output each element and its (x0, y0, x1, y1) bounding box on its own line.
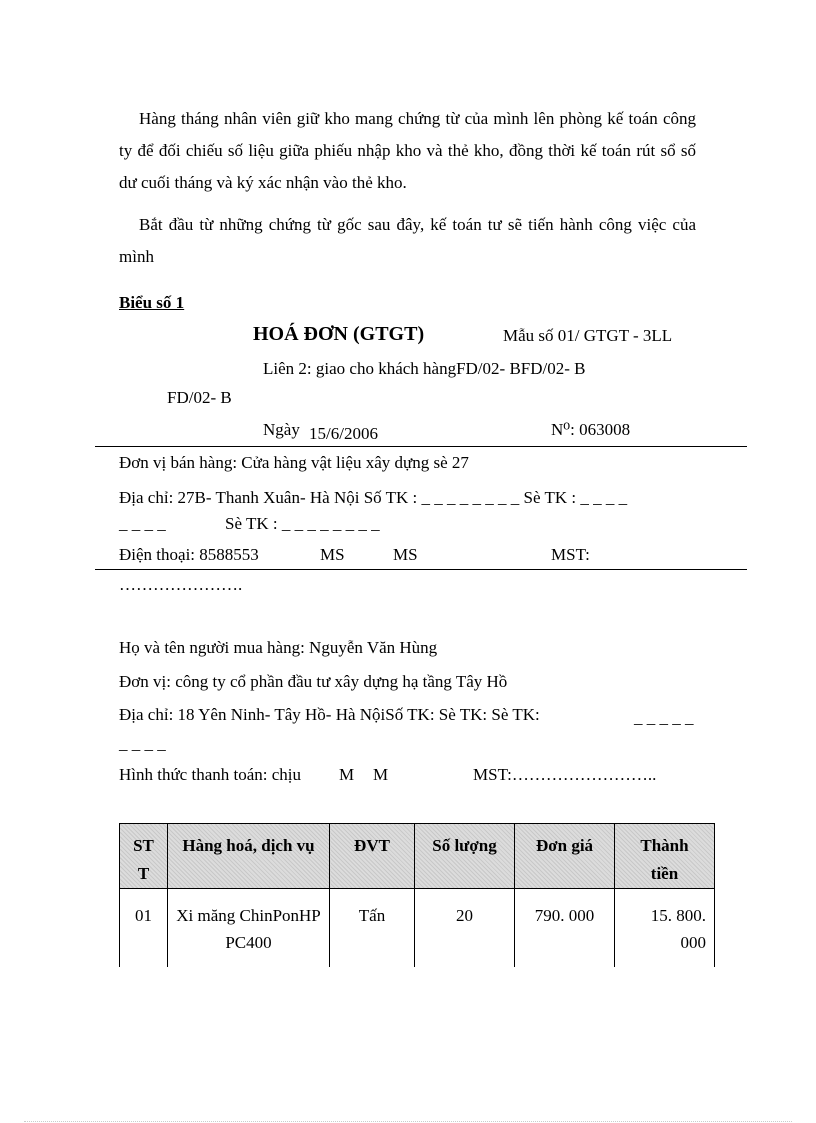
header-price: Đơn giá (515, 824, 615, 889)
page-bottom-border (24, 1121, 792, 1122)
table-header-row (120, 824, 715, 889)
invoice-number: N⁰: 063008 (551, 420, 631, 439)
cell-amount: 15. 800. 000 (615, 889, 715, 967)
table-row (120, 889, 715, 967)
copy-line: Liên 2: giao cho khách hàngFD/02- BFD/02- B (263, 359, 586, 378)
seller-ms-2: MS (393, 545, 418, 564)
invoice-title: HOÁ ĐƠN (GTGT) (253, 323, 425, 345)
seller-ms-1: MS (320, 545, 345, 564)
form-number: Mẫu số 01/ GTGT - 3LL (503, 326, 673, 345)
seller-address: Địa chỉ: 27B- Thanh Xuân- Hà Nội Số TK : _ _ _ _ _ _ _ _ Sè TK : _ _ _ _ (119, 488, 628, 507)
payment-m-2: M (373, 765, 389, 784)
payment-m-1: M (339, 765, 355, 784)
date-label: Ngày (263, 420, 300, 439)
seller-phone: Điện thoại: 8588553 (119, 545, 259, 564)
header-amount: Thành tiền (615, 824, 715, 889)
header-qty: Số lượng (415, 824, 515, 889)
divider-top (95, 446, 747, 447)
section-heading: Biểu số 1 (119, 293, 185, 312)
seller-unit: Đơn vị bán hàng: Cửa hàng vật liệu xây dựng sè 27 (119, 453, 469, 472)
cell-qty: 20 (415, 889, 515, 967)
goods-table (119, 823, 715, 967)
cell-price: 790. 000 (515, 889, 615, 967)
intro-paragraph-1: Hàng tháng nhân viên giữ kho mang chứng từ của mình lên phòng kế toán công ty để đối chiếu số liệu giữa phiếu nhập kho và thẻ kho, đồng thời kế toán rút sổ số dư cuối tháng và ký xác nhận vào thẻ kho. (119, 109, 696, 192)
buyer-mst: MST:…………………….. (473, 765, 657, 784)
buyer-address-blank: _ _ _ _ _ (634, 708, 694, 727)
buyer-name: Họ và tên người mua hàng: Nguyễn Văn Hùng (119, 638, 438, 657)
copy-line-continued: FD/02- B (167, 388, 232, 407)
cell-goods: Xi măng ChinPonHP PC400 (168, 889, 330, 967)
header-goods: Hàng hoá, dịch vụ (168, 824, 330, 889)
buyer-unit: Đơn vị: công ty cổ phần đầu tư xây dựng hạ tầng Tây Hồ (119, 672, 508, 691)
header-unit: ĐVT (330, 824, 415, 889)
seller-mst: MST: (551, 545, 590, 564)
intro-paragraph-2: Bắt đầu từ những chứng từ gốc sau đây, kế toán tư sẽ tiến hành công việc của mình (119, 215, 696, 266)
buyer-address-cont: _ _ _ _ (119, 734, 166, 753)
seller-address-cont-2: Sè TK : _ _ _ _ _ _ _ _ (225, 514, 380, 533)
buyer-address: Địa chỉ: 18 Yên Ninh- Tây Hồ- Hà NộiSố TK: Sè TK: Sè TK: (119, 705, 540, 724)
seller-dots: …………………. (119, 575, 243, 594)
payment-method: Hình thức thanh toán: chịu (119, 765, 302, 784)
header-stt: ST T (120, 824, 168, 889)
date-value: 15/6/2006 (309, 424, 378, 443)
cell-stt: 01 (120, 889, 168, 967)
cell-unit: Tấn (330, 889, 415, 967)
seller-address-cont-1: _ _ _ _ (119, 514, 166, 533)
divider-bottom (95, 569, 747, 570)
